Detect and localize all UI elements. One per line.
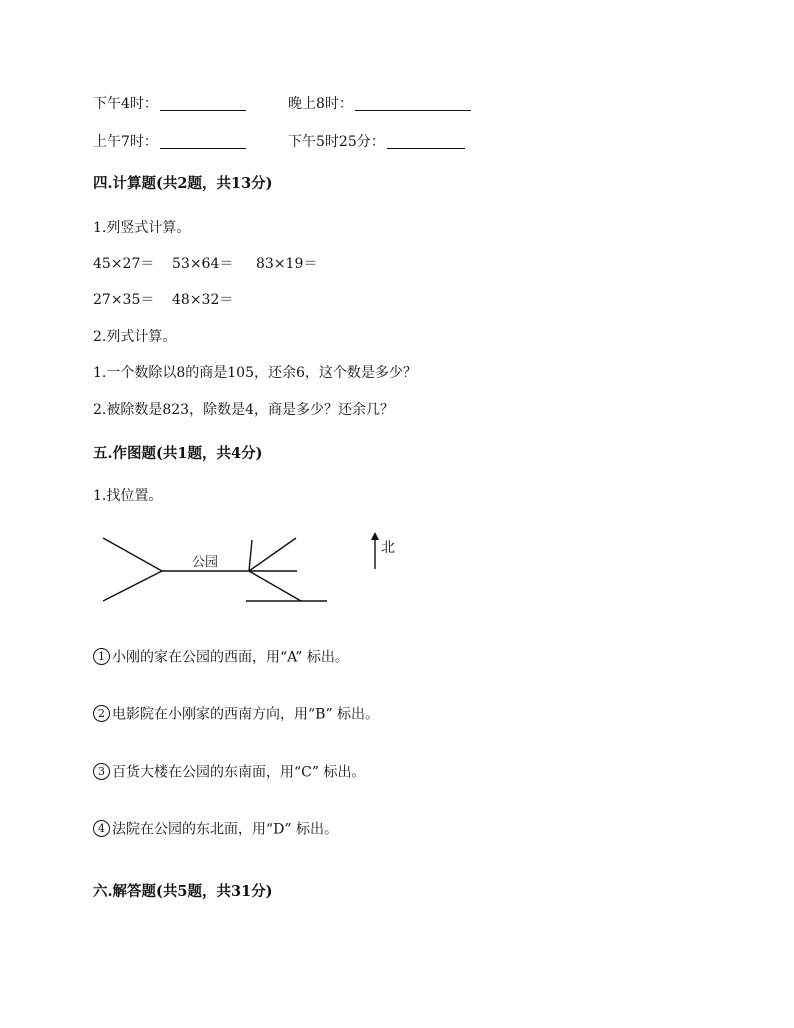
time-item-1 bbox=[93, 96, 246, 111]
answer-blank[interactable] bbox=[160, 96, 246, 111]
answer-blank[interactable] bbox=[355, 96, 471, 111]
circled-number: 3 bbox=[93, 763, 110, 780]
time-item-3 bbox=[93, 134, 246, 149]
north-arrow-head bbox=[371, 532, 379, 540]
time-label: 下午4时： bbox=[93, 96, 158, 112]
map-task-3 bbox=[93, 764, 365, 781]
expression: 83×19＝ bbox=[256, 256, 318, 272]
time-label: 上午7时： bbox=[93, 134, 158, 150]
task-text: 百货大楼在公园的东南面，用“C” 标出。 bbox=[112, 764, 366, 781]
circled-number: 2 bbox=[93, 705, 110, 722]
north-label: 北 bbox=[381, 540, 395, 556]
section-5-heading: 五.作图题(共1题，共4分) bbox=[93, 445, 263, 462]
map-road bbox=[103, 538, 162, 571]
expression: 53×64＝ bbox=[172, 256, 234, 272]
time-item-4 bbox=[288, 134, 465, 149]
task-text: 电影院在小刚家的西南方向，用“B” 标出。 bbox=[112, 706, 380, 723]
map-road bbox=[103, 571, 162, 601]
section-6-heading: 六.解答题(共5题，共31分) bbox=[93, 883, 273, 900]
time-label: 下午5时25分： bbox=[288, 134, 385, 150]
time-label: 晚上8时： bbox=[288, 96, 353, 112]
map-road bbox=[249, 538, 296, 571]
question-1-title: 1.找位置。 bbox=[93, 488, 163, 504]
expression: 48×32＝ bbox=[172, 292, 234, 308]
word-problem: 1.一个数除以8的商是105，还余6，这个数是多少？ bbox=[93, 365, 417, 381]
expression: 45×27＝ bbox=[93, 256, 155, 272]
map-task-2 bbox=[93, 706, 379, 723]
map-road bbox=[249, 571, 301, 601]
map-road bbox=[249, 540, 252, 571]
map-task-1 bbox=[93, 649, 349, 666]
park-label: 公园 bbox=[192, 555, 219, 570]
location-map bbox=[95, 530, 415, 610]
question-1-title: 1.列竖式计算。 bbox=[93, 220, 191, 236]
task-text: 法院在公园的东北面，用“D” 标出。 bbox=[112, 821, 338, 838]
circled-number: 1 bbox=[93, 648, 110, 665]
answer-blank[interactable] bbox=[387, 134, 465, 149]
question-2-title: 2.列式计算。 bbox=[93, 329, 177, 345]
section-4-heading: 四.计算题(共2题，共13分) bbox=[93, 175, 273, 192]
time-item-2 bbox=[288, 96, 471, 111]
answer-blank[interactable] bbox=[160, 134, 246, 149]
task-text: 小刚的家在公园的西面，用“A” 标出。 bbox=[112, 649, 349, 666]
circled-number: 4 bbox=[93, 820, 110, 837]
expression: 27×35＝ bbox=[93, 292, 155, 308]
word-problem: 2.被除数是823，除数是4，商是多少？还余几？ bbox=[93, 402, 394, 418]
map-task-4 bbox=[93, 821, 338, 838]
